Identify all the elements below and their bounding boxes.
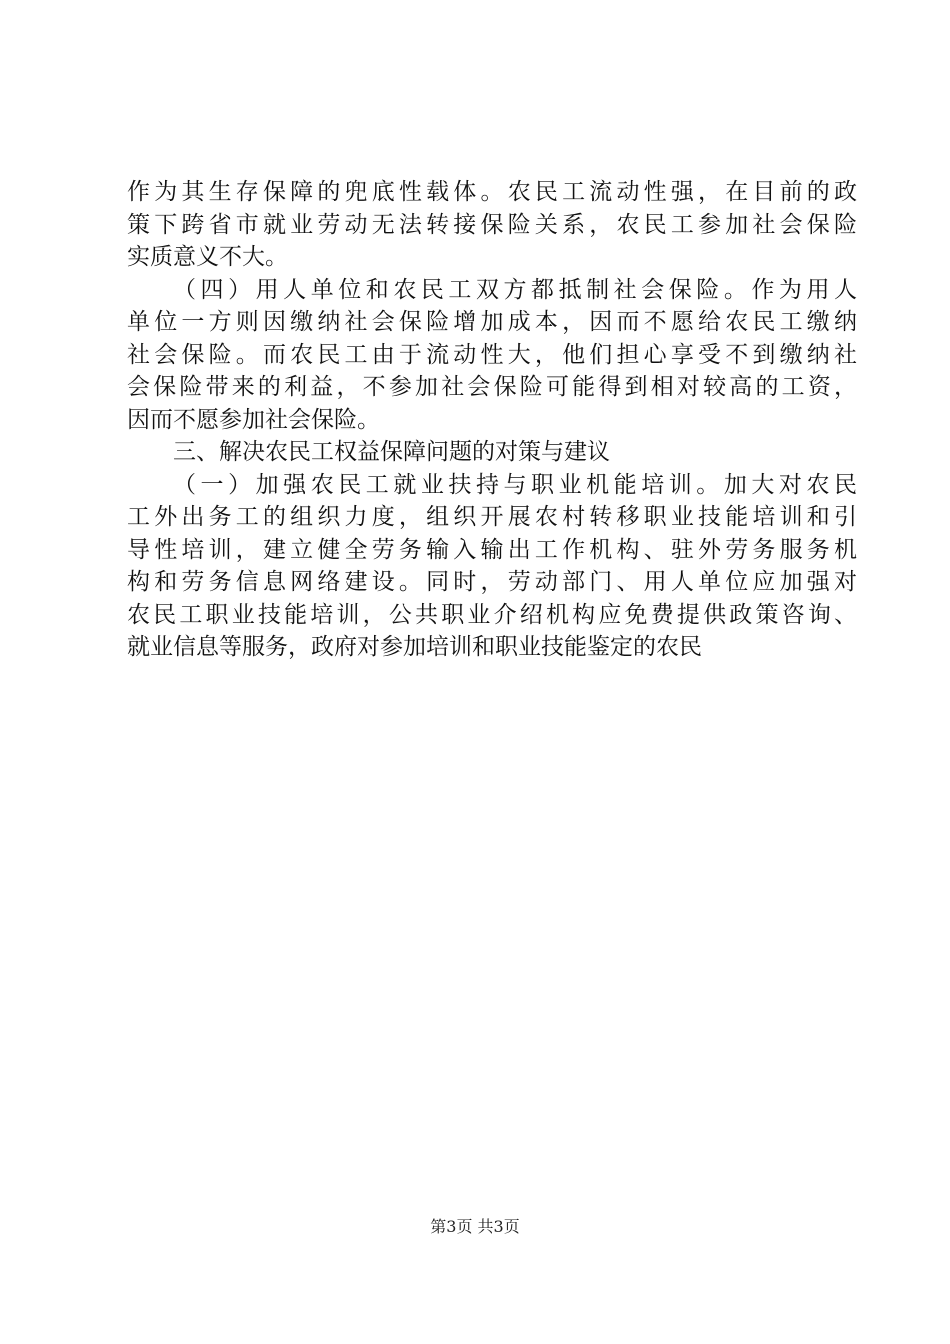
body-text [127,176,857,664]
text-line: 实质意义不大。 [127,244,288,270]
paragraph-four [127,274,857,437]
text-line: 构和劳务信息网络建设。同时，劳动部门、用人单位应加强对 [127,569,857,595]
text-line: 策下跨省市就业劳动无法转接保险关系，农民工参加社会保险 [127,211,857,238]
paragraph-one [127,469,857,664]
text-line: 单位一方则因缴纳社会保险增加成本，因而不愿给农民工缴纳 [127,309,857,335]
page-number-label: 第3页 共3页 [430,1217,520,1236]
text-line: 农民工职业技能培训，公共职业介绍机构应免费提供政策咨询、 [127,601,857,628]
text-line: 社会保险。而农民工由于流动性大，他们担心享受不到缴纳社 [127,341,857,368]
text-line: 作为其生存保障的兜底性载体。农民工流动性强，在目前的政 [127,179,857,205]
text-line: 导性培训，建立健全劳务输入输出工作机构、驻外劳务服务机 [127,536,857,563]
text-line: 工外出务工的组织力度，组织开展农村转移职业技能培训和引 [127,504,857,530]
page-footer [0,1216,950,1238]
section-heading-three [127,436,857,469]
text-line: 会保险带来的利益，不参加社会保险可能得到相对较高的工资， [127,374,857,400]
paragraph-continuation [127,176,857,274]
text-line: 就业信息等服务，政府对参加培训和职业技能鉴定的农民 [127,634,702,660]
section-heading: 三、解决农民工权益保障问题的对策与建议 [173,439,610,465]
text-line: 因而不愿参加社会保险。 [127,406,380,433]
text-line: （四）用人单位和农民工双方都抵制社会保险。作为用人 [173,276,857,303]
text-line: （一）加强农民工就业扶持与职业机能培训。加大对农民 [173,471,857,498]
